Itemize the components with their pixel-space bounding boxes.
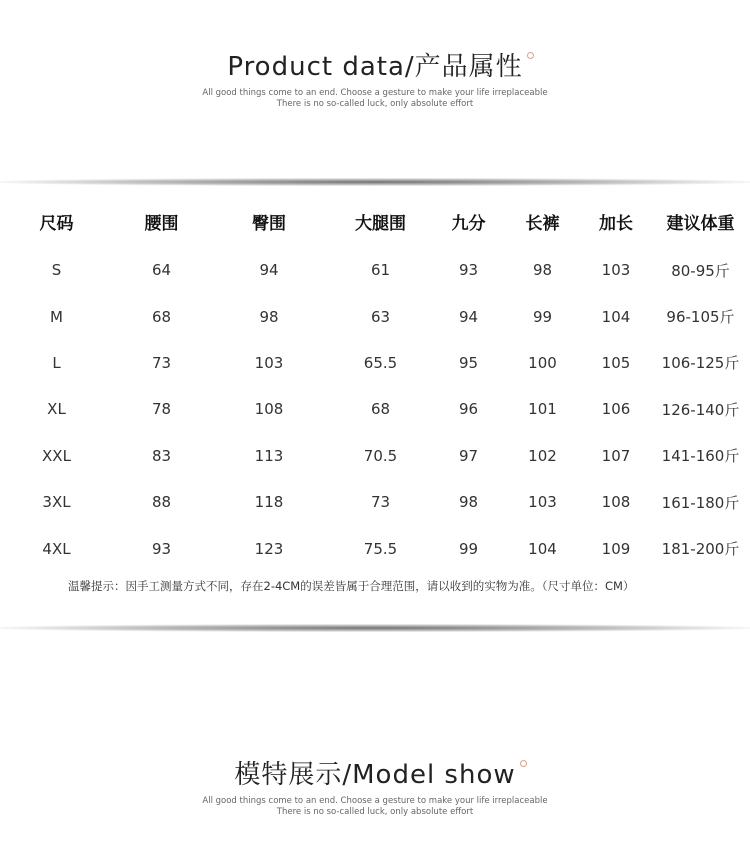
table-cell: 96-105斤 xyxy=(666,308,735,327)
table-row xyxy=(0,386,750,432)
table-cell: 95 xyxy=(458,353,479,372)
product-data-title xyxy=(227,52,522,82)
table-row xyxy=(0,293,750,339)
table-cell: 123 xyxy=(254,539,284,558)
table-cell: 64 xyxy=(151,261,172,280)
table-cell: 106 xyxy=(601,400,631,419)
table-cell: 98 xyxy=(458,493,479,512)
table-cell: 94 xyxy=(458,307,479,326)
table-cell: 181-200斤 xyxy=(661,540,740,559)
table-cell: 105 xyxy=(601,353,631,372)
table-cell: XXL xyxy=(42,446,71,465)
header-long-pants: 长裤 xyxy=(525,213,560,234)
table-cell: 103 xyxy=(601,261,631,280)
table-cell: M xyxy=(50,307,63,326)
table-cell: S xyxy=(51,261,62,280)
header-suggested-weight: 建议体重 xyxy=(666,213,735,234)
size-chart-table xyxy=(0,195,750,572)
table-cell: 98 xyxy=(532,261,553,280)
table-cell: 78 xyxy=(151,400,172,419)
table-cell: 113 xyxy=(254,446,284,465)
header-size: 尺码 xyxy=(39,213,74,234)
table-cell: 96 xyxy=(458,400,479,419)
table-cell: 73 xyxy=(370,493,391,512)
table-cell: 93 xyxy=(458,261,479,280)
tagline-line-1: All good things come to an end. Choose a gesture to make your life irreplaceable xyxy=(202,88,548,98)
table-cell: 108 xyxy=(254,400,284,419)
table-cell: 4XL xyxy=(42,539,71,558)
decorative-circle-icon xyxy=(520,760,527,767)
table-cell: 161-180斤 xyxy=(661,493,740,512)
table-cell: 93 xyxy=(151,539,172,558)
header-waist: 腰围 xyxy=(144,213,179,234)
table-cell: 68 xyxy=(151,307,172,326)
table-cell: 68 xyxy=(370,400,391,419)
bottom-shadow-divider xyxy=(0,624,750,632)
table-row xyxy=(0,525,750,571)
table-cell: 3XL xyxy=(42,493,71,512)
header-hip: 臀围 xyxy=(252,213,286,234)
table-cell: 118 xyxy=(254,493,284,512)
table-cell: 107 xyxy=(601,446,631,465)
measurement-note: 温馨提示：因手工测量方式不同，存在2-4CM的误差皆属于合理范围，请以收到的实物为准。（尺寸单位：CM） xyxy=(68,579,635,593)
table-cell: 97 xyxy=(458,446,479,465)
header-extra-long: 加长 xyxy=(599,213,633,234)
table-header-row xyxy=(0,195,750,247)
header-ninth-length: 九分 xyxy=(451,213,486,234)
tagline-line-1: All good things come to an end. Choose a gesture to make your life irreplaceable xyxy=(202,796,548,806)
table-cell: 101 xyxy=(528,400,557,419)
tagline-line-2: There is no so-called luck, only absolute effort xyxy=(276,99,474,109)
model-show-header xyxy=(0,760,750,817)
table-cell: 103 xyxy=(254,353,284,372)
table-cell: 126-140斤 xyxy=(661,400,740,419)
table-cell: 106-125斤 xyxy=(661,354,740,373)
table-cell: 102 xyxy=(528,446,557,465)
table-cell: 80-95斤 xyxy=(671,261,730,280)
model-show-title xyxy=(234,760,515,790)
table-cell: 109 xyxy=(601,539,631,558)
table-row xyxy=(0,479,750,525)
table-cell: 99 xyxy=(532,307,553,326)
table-cell: 94 xyxy=(259,261,279,280)
header-thigh: 大腿围 xyxy=(355,213,406,234)
table-cell: 63 xyxy=(370,307,391,326)
table-cell: 65.5 xyxy=(363,353,398,372)
table-row xyxy=(0,433,750,479)
decorative-circle-icon xyxy=(527,52,534,59)
table-cell: 88 xyxy=(151,493,172,512)
product-data-header xyxy=(0,52,750,109)
table-cell: 75.5 xyxy=(363,539,398,558)
table-cell: 98 xyxy=(259,307,279,326)
table-row xyxy=(0,340,750,386)
top-shadow-divider xyxy=(0,178,750,186)
table-cell: 104 xyxy=(601,307,631,326)
product-data-title-text: Product data/产品属性 xyxy=(227,52,523,82)
table-cell: 108 xyxy=(601,493,631,512)
table-cell: XL xyxy=(47,400,66,419)
table-cell: 61 xyxy=(370,261,391,280)
table-cell: 100 xyxy=(528,353,557,372)
model-show-title-text: 模特展示/Model show xyxy=(234,760,516,790)
table-cell: 104 xyxy=(528,539,557,558)
table-row xyxy=(0,247,750,293)
table-cell: 83 xyxy=(151,446,172,465)
table-cell: 103 xyxy=(528,493,557,512)
tagline-line-2: There is no so-called luck, only absolute effort xyxy=(276,807,474,817)
table-cell: 73 xyxy=(151,353,172,372)
table-cell: 70.5 xyxy=(363,446,398,465)
table-cell: 141-160斤 xyxy=(661,447,740,466)
table-cell: L xyxy=(52,353,61,372)
table-cell: 99 xyxy=(458,539,479,558)
